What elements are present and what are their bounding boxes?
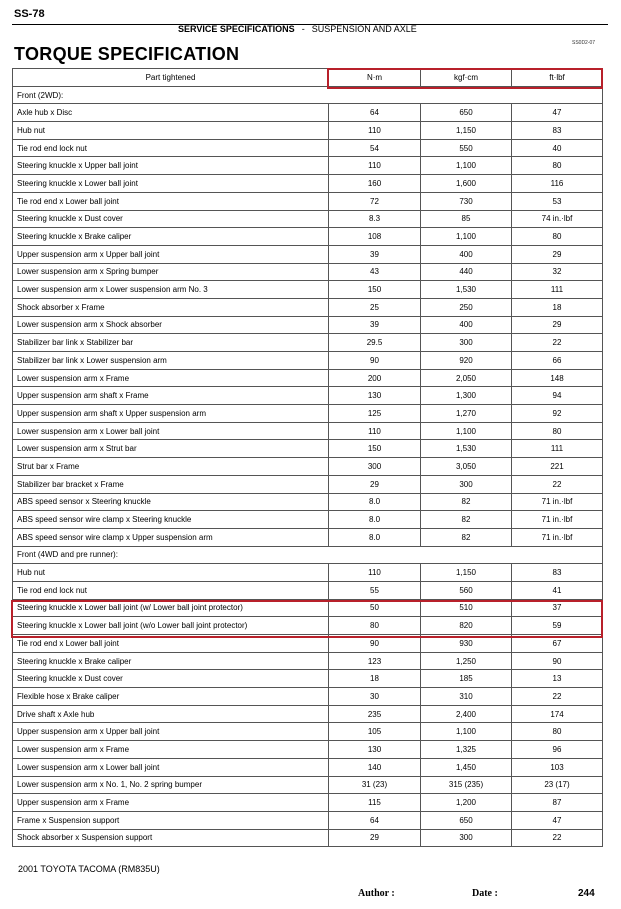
cell-part: Tie rod end lock nut [13,581,329,599]
section-header [178,24,417,34]
cell-kgfcm: 1,100 [421,228,512,246]
section-name: SERVICE SPECIFICATIONS [178,24,295,34]
cell-part: Steering knuckle x Lower ball joint [13,175,329,193]
cell-part: Lower suspension arm x Spring bumper [13,263,329,281]
subsection-name: SUSPENSION AND AXLE [311,24,417,34]
cell-part: Shock absorber x Frame [13,298,329,316]
cell-ftlbf: 22 [512,475,603,493]
cell-kgfcm: 400 [421,316,512,334]
cell-ftlbf: 87 [512,794,603,812]
footer-date-label: Date : [472,888,498,899]
cell-part: ABS speed sensor wire clamp x Steering knuckle [13,511,329,529]
cell-part: Frame x Suspension support [13,811,329,829]
cell-ftlbf: 59 [512,617,603,635]
cell-ftlbf: 22 [512,334,603,352]
table-row [13,440,603,458]
table-row [13,122,603,140]
cell-kgfcm: 650 [421,811,512,829]
cell-part: Shock absorber x Suspension support [13,829,329,847]
cell-ftlbf: 90 [512,652,603,670]
table-row [13,405,603,423]
cell-ftlbf: 32 [512,263,603,281]
cell-nm: 30 [329,688,421,706]
cell-part: Lower suspension arm x Lower suspension arm No. 3 [13,281,329,299]
cell-nm: 160 [329,175,421,193]
cell-kgfcm: 510 [421,599,512,617]
cell-part: Flexible hose x Brake caliper [13,688,329,706]
cell-nm: 150 [329,281,421,299]
table-row [13,511,603,529]
table-row [13,581,603,599]
cell-kgfcm: 315 (235) [421,776,512,794]
cell-kgfcm: 1,200 [421,794,512,812]
cell-ftlbf: 116 [512,175,603,193]
cell-nm: 50 [329,599,421,617]
cell-nm: 55 [329,581,421,599]
table-row [13,794,603,812]
cell-part: Upper suspension arm shaft x Upper suspension arm [13,405,329,423]
table-row [13,175,603,193]
cell-part: Tie rod end lock nut [13,139,329,157]
cell-nm: 200 [329,369,421,387]
table-row [13,758,603,776]
cell-part: Steering knuckle x Lower ball joint (w/o Lower ball joint protector) [13,617,329,635]
cell-part: Upper suspension arm x Upper ball joint [13,723,329,741]
table-row [13,564,603,582]
cell-kgfcm: 1,100 [421,723,512,741]
cell-part: Upper suspension arm shaft x Frame [13,387,329,405]
cell-kgfcm: 1,530 [421,281,512,299]
table-row [13,316,603,334]
cell-kgfcm: 650 [421,104,512,122]
table-row [13,458,603,476]
column-header-part: Part tightened [13,69,329,87]
cell-kgfcm: 2,050 [421,369,512,387]
table-row [13,263,603,281]
cell-kgfcm: 1,530 [421,440,512,458]
cell-part: Lower suspension arm x Shock absorber [13,316,329,334]
cell-part: Hub nut [13,564,329,582]
cell-ftlbf: 53 [512,192,603,210]
column-header-kgfcm: kgf·cm [421,69,512,87]
cell-nm: 130 [329,387,421,405]
cell-part: Lower suspension arm x Lower ball joint [13,422,329,440]
cell-part: Axle hub x Disc [13,104,329,122]
cell-nm: 108 [329,228,421,246]
highlight-lower-ball-joint-rows [11,600,603,638]
column-header-nm: N·m [329,69,421,87]
table-row [13,475,603,493]
cell-kgfcm: 1,450 [421,758,512,776]
highlight-units-box [327,68,603,89]
cell-ftlbf: 71 in.·lbf [512,493,603,511]
cell-kgfcm: 1,150 [421,564,512,582]
cell-nm: 8.3 [329,210,421,228]
cell-ftlbf: 29 [512,245,603,263]
cell-kgfcm: 920 [421,352,512,370]
cell-ftlbf: 37 [512,599,603,617]
section-label: Front (2WD): [13,86,603,104]
cell-kgfcm: 550 [421,139,512,157]
cell-part: Steering knuckle x Dust cover [13,670,329,688]
cell-nm: 8.0 [329,528,421,546]
table-row [13,723,603,741]
cell-part: Lower suspension arm x Strut bar [13,440,329,458]
cell-part: Upper suspension arm x Frame [13,794,329,812]
cell-part: Lower suspension arm x Frame [13,741,329,759]
page-number: 244 [578,888,595,899]
cell-ftlbf: 80 [512,422,603,440]
cell-nm: 90 [329,635,421,653]
cell-kgfcm: 560 [421,581,512,599]
cell-kgfcm: 82 [421,511,512,529]
cell-kgfcm: 1,300 [421,387,512,405]
cell-ftlbf: 83 [512,122,603,140]
cell-nm: 72 [329,192,421,210]
cell-kgfcm: 820 [421,617,512,635]
reference-code: SS0D2-07 [572,40,596,46]
cell-part: Tie rod end x Lower ball joint [13,192,329,210]
column-header-ftlbf: ft·lbf [512,69,603,87]
cell-ftlbf: 103 [512,758,603,776]
table-row [13,245,603,263]
cell-ftlbf: 96 [512,741,603,759]
table-row [13,298,603,316]
table-row [13,652,603,670]
cell-ftlbf: 29 [512,316,603,334]
cell-part: ABS speed sensor wire clamp x Upper suspension arm [13,528,329,546]
cell-nm: 64 [329,811,421,829]
table-body [13,86,603,847]
cell-nm: 115 [329,794,421,812]
cell-kgfcm: 1,270 [421,405,512,423]
cell-nm: 54 [329,139,421,157]
cell-ftlbf: 71 in.·lbf [512,511,603,529]
cell-ftlbf: 71 in.·lbf [512,528,603,546]
cell-ftlbf: 23 (17) [512,776,603,794]
cell-kgfcm: 1,250 [421,652,512,670]
cell-ftlbf: 40 [512,139,603,157]
cell-nm: 18 [329,670,421,688]
footer-model: 2001 TOYOTA TACOMA (RM835U) [18,864,160,874]
cell-nm: 8.0 [329,511,421,529]
cell-part: Tie rod end x Lower ball joint [13,635,329,653]
cell-kgfcm: 185 [421,670,512,688]
table-row [13,369,603,387]
cell-nm: 80 [329,617,421,635]
table-row [13,741,603,759]
cell-ftlbf: 221 [512,458,603,476]
table-row [13,192,603,210]
cell-ftlbf: 18 [512,298,603,316]
cell-kgfcm: 730 [421,192,512,210]
cell-nm: 43 [329,263,421,281]
cell-ftlbf: 66 [512,352,603,370]
cell-part: Steering knuckle x Brake caliper [13,228,329,246]
cell-nm: 125 [329,405,421,423]
cell-nm: 39 [329,316,421,334]
cell-ftlbf: 41 [512,581,603,599]
cell-kgfcm: 400 [421,245,512,263]
cell-ftlbf: 74 in.·lbf [512,210,603,228]
cell-ftlbf: 174 [512,705,603,723]
cell-part: Drive shaft x Axle hub [13,705,329,723]
cell-nm: 235 [329,705,421,723]
cell-kgfcm: 1,325 [421,741,512,759]
cell-part: Steering knuckle x Upper ball joint [13,157,329,175]
cell-kgfcm: 300 [421,829,512,847]
table-row [13,104,603,122]
cell-ftlbf: 47 [512,811,603,829]
cell-kgfcm: 1,600 [421,175,512,193]
cell-ftlbf: 92 [512,405,603,423]
cell-nm: 29 [329,829,421,847]
cell-kgfcm: 930 [421,635,512,653]
cell-nm: 130 [329,741,421,759]
cell-nm: 105 [329,723,421,741]
cell-nm: 150 [329,440,421,458]
table-row [13,387,603,405]
cell-nm: 140 [329,758,421,776]
cell-ftlbf: 83 [512,564,603,582]
table-row [13,139,603,157]
cell-ftlbf: 47 [512,104,603,122]
cell-nm: 123 [329,652,421,670]
cell-nm: 31 (23) [329,776,421,794]
cell-nm: 110 [329,564,421,582]
cell-part: Lower suspension arm x No. 1, No. 2 spring bumper [13,776,329,794]
page-id: SS-78 [14,8,45,20]
table-row [13,705,603,723]
table-row [13,352,603,370]
cell-nm: 90 [329,352,421,370]
cell-ftlbf: 22 [512,829,603,847]
table-row [13,210,603,228]
table-row [13,528,603,546]
cell-kgfcm: 85 [421,210,512,228]
cell-kgfcm: 3,050 [421,458,512,476]
cell-nm: 110 [329,157,421,175]
cell-part: Stabilizer bar link x Lower suspension arm [13,352,329,370]
cell-kgfcm: 440 [421,263,512,281]
cell-kgfcm: 82 [421,493,512,511]
table-row [13,670,603,688]
cell-nm: 29 [329,475,421,493]
cell-nm: 8.0 [329,493,421,511]
cell-nm: 110 [329,422,421,440]
cell-ftlbf: 80 [512,723,603,741]
cell-ftlbf: 80 [512,228,603,246]
torque-table [12,68,603,847]
cell-ftlbf: 67 [512,635,603,653]
table-row [13,688,603,706]
table-row [13,829,603,847]
cell-kgfcm: 300 [421,475,512,493]
cell-kgfcm: 1,100 [421,422,512,440]
section-label: Front (4WD and pre runner): [13,546,603,564]
section-separator: - [301,24,305,34]
cell-ftlbf: 111 [512,281,603,299]
cell-kgfcm: 82 [421,528,512,546]
cell-ftlbf: 22 [512,688,603,706]
table-row [13,811,603,829]
cell-ftlbf: 80 [512,157,603,175]
cell-ftlbf: 111 [512,440,603,458]
cell-nm: 110 [329,122,421,140]
cell-part: Stabilizer bar link x Stabilizer bar [13,334,329,352]
cell-kgfcm: 310 [421,688,512,706]
cell-part: Steering knuckle x Dust cover [13,210,329,228]
cell-nm: 64 [329,104,421,122]
cell-kgfcm: 250 [421,298,512,316]
section-row [13,546,603,564]
cell-part: Hub nut [13,122,329,140]
cell-part: Lower suspension arm x Lower ball joint [13,758,329,776]
cell-nm: 39 [329,245,421,263]
cell-part: Steering knuckle x Lower ball joint (w/ Lower ball joint protector) [13,599,329,617]
table-row [13,422,603,440]
cell-kgfcm: 1,100 [421,157,512,175]
cell-nm: 25 [329,298,421,316]
cell-part: ABS speed sensor x Steering knuckle [13,493,329,511]
cell-nm: 29.5 [329,334,421,352]
cell-nm: 300 [329,458,421,476]
cell-part: Steering knuckle x Brake caliper [13,652,329,670]
cell-part: Upper suspension arm x Upper ball joint [13,245,329,263]
table-row [13,157,603,175]
cell-ftlbf: 94 [512,387,603,405]
cell-kgfcm: 2,400 [421,705,512,723]
cell-part: Strut bar x Frame [13,458,329,476]
page-title: TORQUE SPECIFICATION [14,44,240,64]
footer-author-label: Author : [358,888,395,899]
table-row [13,776,603,794]
cell-kgfcm: 1,150 [421,122,512,140]
cell-part: Lower suspension arm x Frame [13,369,329,387]
table-row [13,493,603,511]
cell-part: Stabilizer bar bracket x Frame [13,475,329,493]
cell-kgfcm: 300 [421,334,512,352]
table-row [13,281,603,299]
table-row [13,334,603,352]
table-row [13,228,603,246]
cell-ftlbf: 148 [512,369,603,387]
cell-ftlbf: 13 [512,670,603,688]
